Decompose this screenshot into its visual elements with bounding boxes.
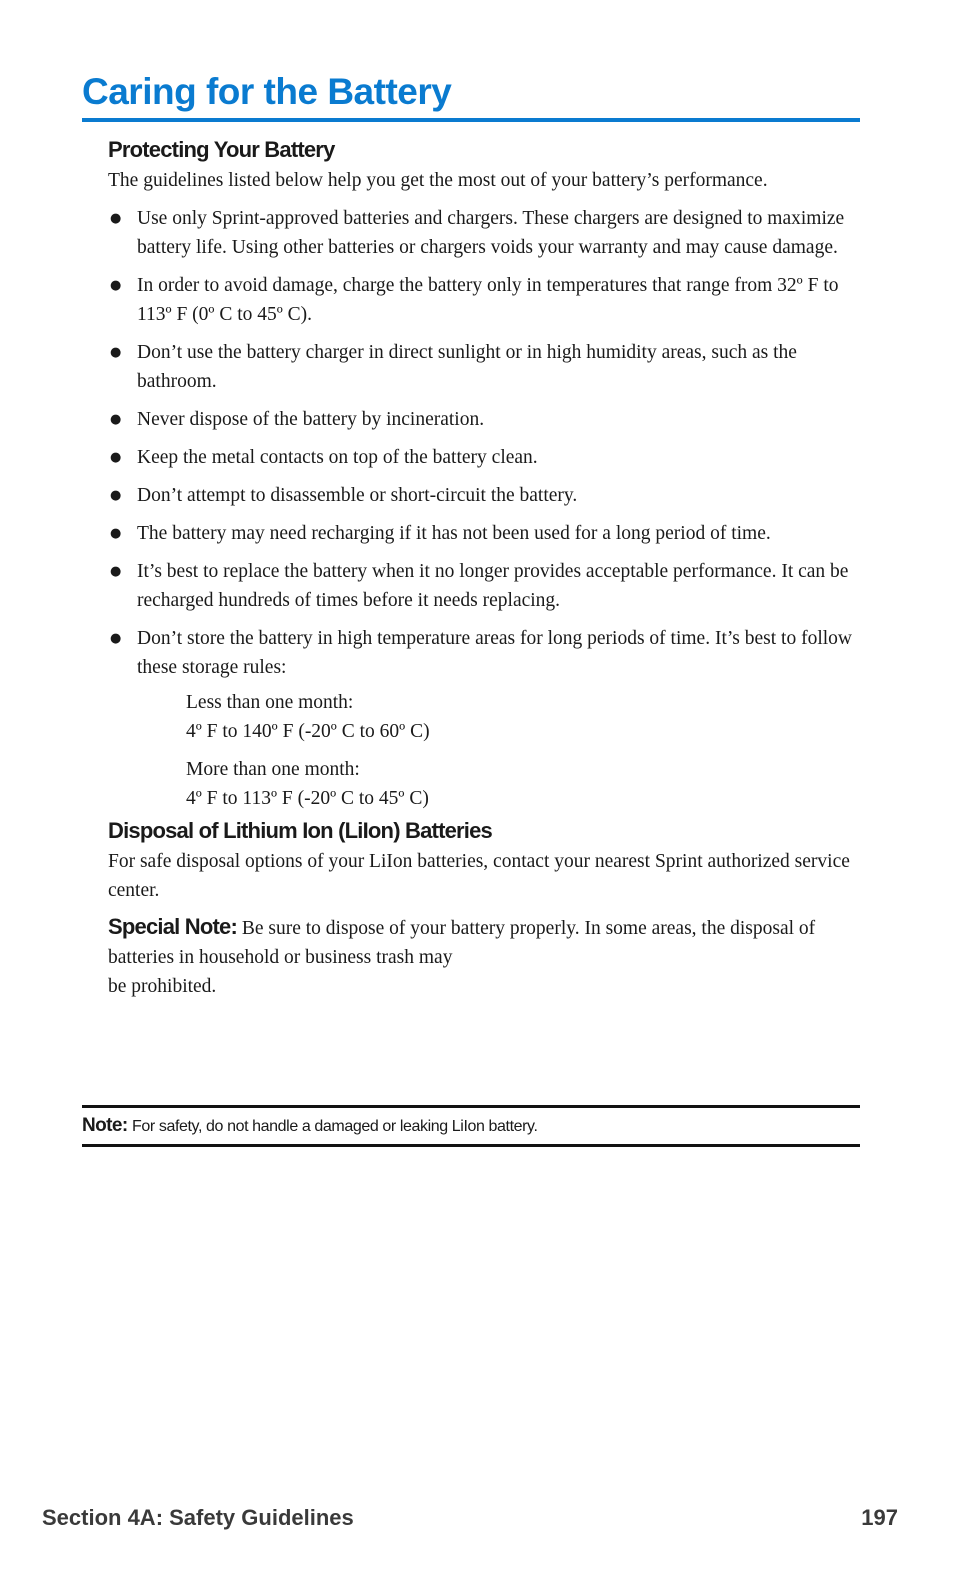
page-title: Caring for the Battery	[82, 71, 452, 112]
disposal-text: For safe disposal options of your LiIon batteries, contact your nearest Sprint authorized service center.	[108, 851, 850, 901]
list-item: ● Never dispose of the battery by incineration.	[108, 405, 860, 434]
battery-guidelines-list	[108, 204, 860, 682]
special-note-text-end: be prohibited.	[108, 976, 217, 997]
special-note	[108, 912, 860, 1001]
storage-label: More than one month:	[186, 759, 360, 780]
safety-note	[82, 1105, 860, 1147]
list-item: ● The battery may need recharging if it has not been used for a long period of time.	[108, 519, 860, 548]
page-content	[108, 134, 860, 1001]
list-item: ● In order to avoid damage, charge the battery only in temperatures that range from 32º F to 113º F (0º C to 45º C).	[108, 271, 860, 329]
list-item: ● Don’t store the battery in high temperature areas for long periods of time. It’s best to follow these storage rules:	[108, 624, 860, 682]
page-number: 197	[861, 1505, 898, 1530]
list-item: ● Don’t use the battery charger in direct sunlight or in high humidity areas, such as the bathroom.	[108, 338, 860, 396]
protecting-heading: Protecting Your Battery	[108, 137, 335, 162]
storage-range: 4º F to 113º F (-20º C to 45º C)	[186, 788, 429, 809]
storage-label: Less than one month:	[186, 692, 354, 713]
title-rule	[82, 118, 860, 122]
special-note-label: Special Note:	[108, 914, 237, 939]
list-item: ● Keep the metal contacts on top of the battery clean.	[108, 443, 860, 472]
storage-range: 4º F to 140º F (-20º C to 60º C)	[186, 721, 430, 742]
storage-rule-long	[108, 755, 860, 813]
special-note-text: Be sure to dispose of your battery properly. In some areas, the disposal of batteries in household or business trash may	[108, 918, 816, 968]
storage-rule-short	[108, 688, 860, 746]
list-item: ● Don’t attempt to disassemble or short-circuit the battery.	[108, 481, 860, 510]
disposal-heading: Disposal of Lithium Ion (LiIon) Batteries	[108, 818, 492, 843]
protecting-intro: The guidelines listed below help you get the most out of your battery’s performance.	[108, 170, 768, 191]
list-item: ● It’s best to replace the battery when it no longer provides acceptable performance. It can be recharged hundreds of times before it needs replacing.	[108, 557, 860, 615]
list-item: ● Use only Sprint-approved batteries and chargers. These chargers are designed to maximize battery life. Using other batteries or chargers voids your warranty and may cause damage.	[108, 204, 860, 262]
footer-section-title: Section 4A: Safety Guidelines	[42, 1505, 354, 1530]
note-text: For safety, do not handle a damaged or leaking LiIon battery.	[132, 1118, 538, 1135]
note-label: Note:	[82, 1115, 128, 1136]
